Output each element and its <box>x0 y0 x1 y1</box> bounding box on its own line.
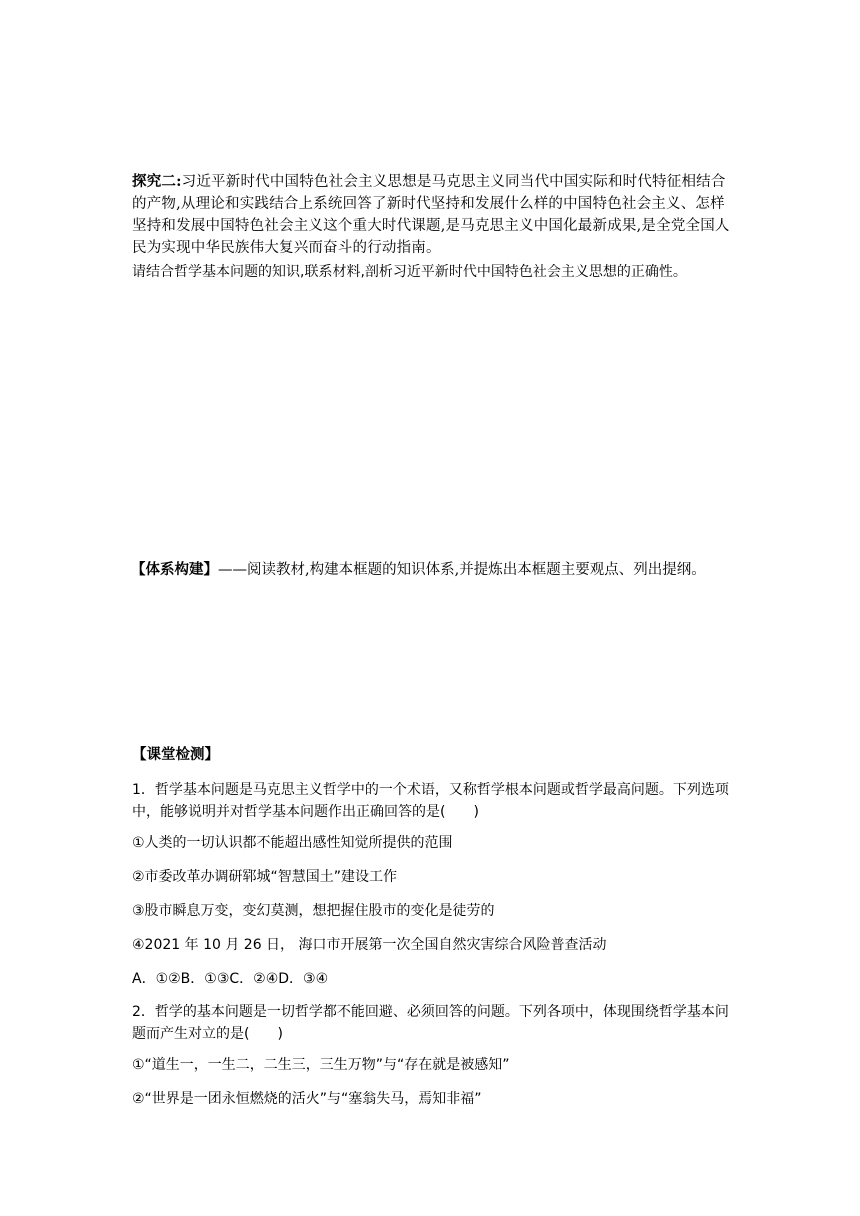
question-2-option-2: ②“世界是一团永恒燃烧的活火”与“塞翁失马，焉知非福” <box>132 1091 482 1107</box>
question-1-option-3: ③股市瞬息万变，变幻莫测，想把握住股市的变化是徒劳的 <box>132 903 495 919</box>
question-1-option-1: ①人类的一切认识都不能超出感性知觉所提供的范围 <box>132 835 453 851</box>
question-1-stem: 1．哲学基本问题是马克思主义哲学中的一个术语，又称哲学根本问题或哲学最高问题。下列选项中，能够说明并对哲学基本问题作出正确回答的是( ) <box>132 782 729 820</box>
question-2-stem: 2．哲学的基本问题是一切哲学都不能回避、必须回答的问题。下列各项中，体现围绕哲学基本问题而产生对立的是( ) <box>132 1004 729 1042</box>
question-1-answer-choices: A．①②B．①③C．②④D．③④ <box>132 971 329 987</box>
question-1-option-4: ④2021 年 10 月 26 日， 海口市开展第一次全国自然灾害综合风险普查活动 <box>132 937 607 953</box>
explore-two-paragraph <box>132 171 732 259</box>
explore-two-text: 习近平新时代中国特色社会主义思想是马克思主义同当代中国实际和时代特征相结合的产物,从理论和实践结合上系统回答了新时代坚持和发展什么样的中国特色社会主义、怎样坚持和发展中国特色社会主义这个重大时代课题,是马克思主义中国化最新成果,是全党全国人民为实现中华民族伟大复兴而奋斗的行动指南。 <box>132 174 730 256</box>
class-check-title: 【课堂检测】 <box>132 747 219 763</box>
question-2-option-1: ①“道生一，一生二，二生三，三生万物”与“存在就是被感知” <box>132 1057 510 1073</box>
system-build-label: 【体系构建】 <box>131 561 218 578</box>
system-build-paragraph <box>131 559 741 581</box>
explore-two-question: 请结合哲学基本问题的知识,联系材料,剖析习近平新时代中国特色社会主义思想的正确性。 <box>132 264 687 280</box>
question-1-option-2: ②市委改革办调研郓城“智慧国土”建设工作 <box>132 869 398 885</box>
system-build-text: ——阅读教材,构建本框题的知识体系,并提炼出本框题主要观点、列出提纲。 <box>218 562 706 578</box>
explore-two-label: 探究二: <box>132 173 182 190</box>
